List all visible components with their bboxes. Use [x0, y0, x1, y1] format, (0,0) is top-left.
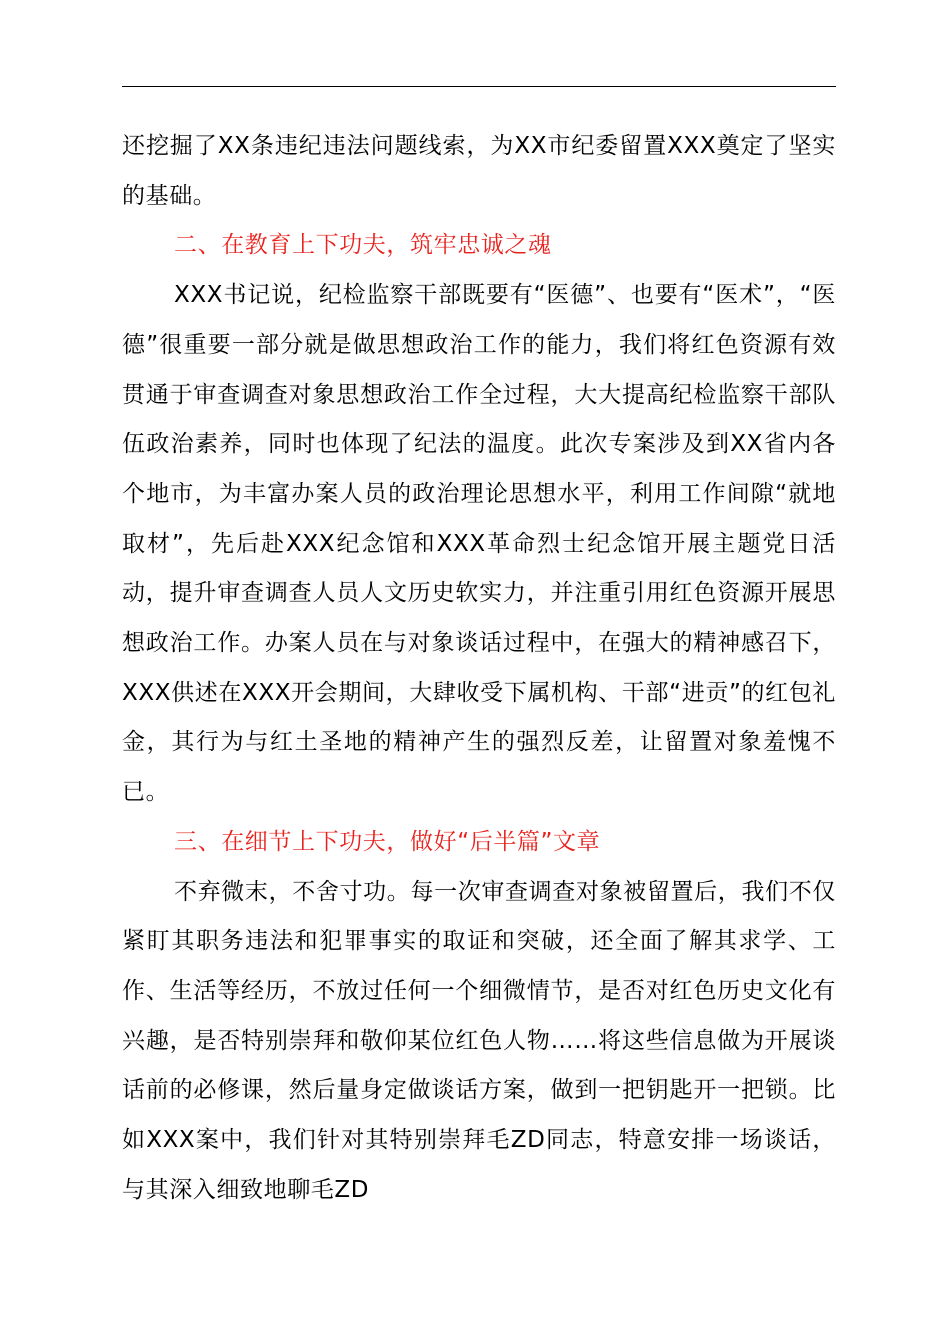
paragraph-continued: 还挖掘了XX条违纪违法问题线索，为XX市纪委留置XXX奠定了坚实的基础。	[122, 133, 836, 209]
paragraph-details: 不弃微末，不舍寸功。每一次审查调查对象被留置后，我们不仅紧盯其职务违法和犯罪事实的取证和突破，还全面了解其求学、工作、生活等经历，不放过任何一个细微情节，是否对红色历史文化有兴趣，是否特别崇拜和敬仰某位红色人物……将这些信息做为开展谈话前的必修课，然后量身定做谈话方案，做到一把钥匙开一把锁。比如XXX案中，我们针对其特别崇拜毛ZD同志，特意安排一场谈话，与其深入细致地聊毛ZD	[122, 878, 836, 1203]
section-heading-2: 二、在教育上下功夫，筑牢忠诚之魂	[174, 232, 552, 259]
document-body	[122, 122, 836, 1215]
section-heading-3: 三、在细节上下功夫，做好“后半篇”文章	[174, 828, 601, 855]
paragraph-education: XXX书记说，纪检监察干部既要有“医德”、也要有“医术”，“医德”很重要一部分就是做思想政治工作的能力，我们将红色资源有效贯通于审查调查对象思想政治工作全过程，大大提高纪检监察干部队伍政治素养，同时也体现了纪法的温度。此次专案涉及到XX省内各个地市，为丰富办案人员的政治理论思想水平，利用工作间隙“就地取材”，先后赴XXX纪念馆和XXX革命烈士纪念馆开展主题党日活动，提升审查调查人员人文历史软实力，并注重引用红色资源开展思想政治工作。办案人员在与对象谈话过程中，在强大的精神感召下，XXX供述在XXX开会期间，大肆收受下属机构、干部“进贡”的红包礼金，其行为与红土圣地的精神产生的强烈反差，让留置对象羞愧不已。	[122, 282, 836, 806]
header-rule	[122, 86, 836, 87]
